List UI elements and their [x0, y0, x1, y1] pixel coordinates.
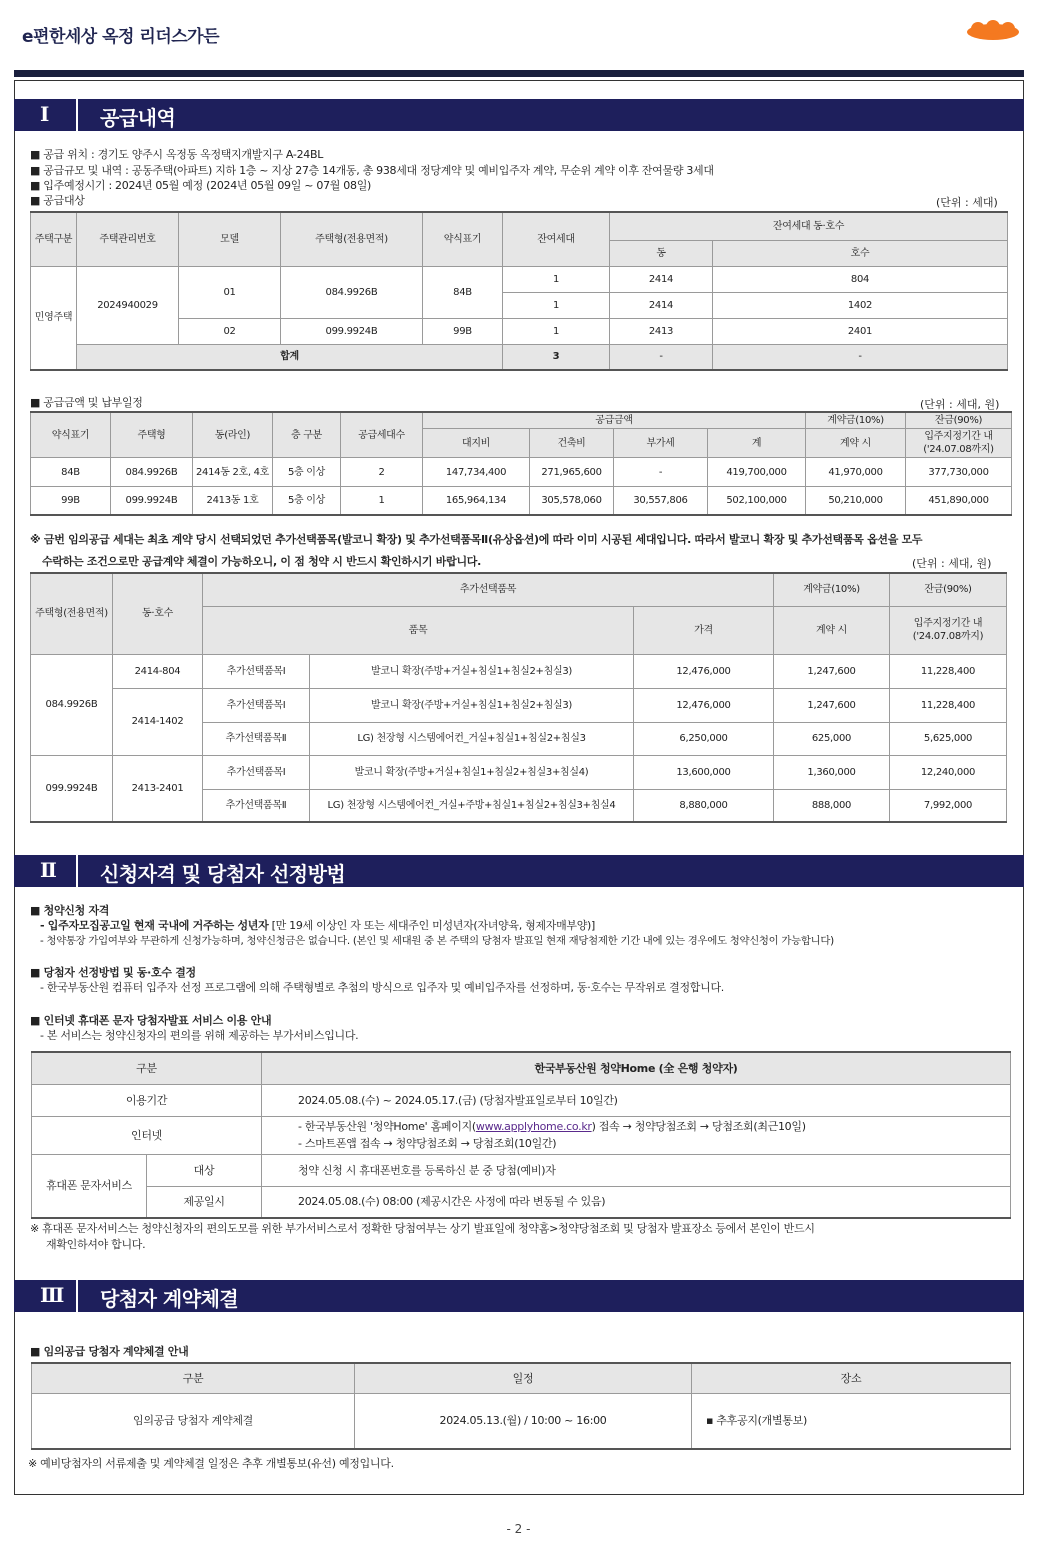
section-2-title: 신청자격 및 당첨자 선정방법	[100, 862, 346, 886]
table-row: 이용기간 2024.05.08.(수) ~ 2024.05.17.(금) (당첨자발표일로부터 10일간)	[32, 1084, 1011, 1116]
table-row: 84B 084.9926B 2414동 2호, 4호 5층 이상 2 147,734,400 271,965,600 - 419,700,000 41,970,000 377,730,000	[31, 458, 1012, 487]
table-row: 민영주택 2024940029 01 084.9926B 84B 1 2414 804	[31, 266, 1008, 292]
supply-target-label: ■ 공급대상	[30, 194, 85, 207]
qual-line-1: - 입주자모집공고일 현재 국내에 거주하는 성년자 [만 19세 이상인 자 또는 세대주인 미성년자(자녀양육, 형제자매부양)]	[40, 919, 596, 932]
selection-title: ■ 당첨자 선정방법 및 동·호수 결정	[30, 966, 196, 979]
service-note-1: ※ 휴대폰 문자서비스는 청약신청자의 편의도모를 위한 부가서비스로서 정확한 당첨여부는 상기 발표일에 청약홈>청약당첨조회 및 당첨자 발표장소 등에서 본인이 반드시	[30, 1222, 815, 1235]
supply-scale: ■ 공급규모 및 내역 : 공동주택(아파트) 지하 1층 ~ 지상 27층 14개동, 총 938세대 정당계약 및 예비입주자 계약, 무순위 계약 이후 잔여물량 3세대	[30, 164, 714, 177]
supply-location: ■ 공급 위치 : 경기도 양주시 옥정동 옥정택지개발지구 A-24BL	[30, 148, 324, 161]
top-divider	[14, 70, 1024, 77]
service-title: ■ 인터넷 휴대폰 문자 당첨자발표 서비스 이용 안내	[30, 1014, 272, 1027]
section-3-header	[14, 1280, 1024, 1312]
service-note-2: 재확인하셔야 합니다.	[46, 1238, 146, 1251]
table-row: 99B 099.9924B 2413동 1호 5층 이상 1 165,964,134 305,578,060 30,557,806 502,100,000 50,210,000 451,890,000	[31, 487, 1012, 515]
contract-table: 구분 일정 장소 임의공급 당첨자 계약체결 2024.05.13.(월) / 10:00 ~ 16:00 ▪ 추후공지(개별통보)	[31, 1362, 1011, 1450]
th-dong: 동	[610, 240, 713, 266]
th-house: 주택형(전용면적)	[281, 212, 423, 266]
section-3-title: 당첨자 계약체결	[100, 1287, 239, 1311]
unit-label-1: (단위 : 세대)	[936, 196, 998, 209]
table-row: 2414-1402 추가선택품목Ⅰ 발코니 확장(주방+거실+침실1+침실2+침실3) 12,476,000 1,247,600 11,228,400	[31, 688, 1007, 722]
option-note-2: 수락하는 조건으로만 공급계약 체결이 가능하오니, 이 점 청약 시 반드시 확인하시기 바랍니다.	[42, 555, 481, 568]
internet-line-2: - 스마트폰앱 접속 → 청약당첨조회 → 당첨조회(10일간)	[298, 1137, 557, 1150]
table-row: 084.9926B 2414-804 추가선택품목Ⅰ 발코니 확장(주방+거실+침실1+침실2+침실3) 12,476,000 1,247,600 11,228,400	[31, 654, 1007, 688]
table-row: 추가선택품목Ⅱ LG) 천장형 시스템에어컨_거실+침실1+침실2+침실3 6,250,000 625,000 5,625,000	[31, 722, 1007, 755]
table-row: 휴대폰 문자서비스 대상 청약 신청 시 휴대폰번호를 등록하신 분 중 당첨(예비)자	[32, 1154, 1011, 1186]
brand-logo	[964, 20, 1022, 44]
contract-title: ■ 임의공급 당첨자 계약체결 안내	[30, 1345, 189, 1358]
unit-label-3: (단위 : 세대, 원)	[912, 557, 992, 570]
section-1-header	[14, 99, 1024, 131]
th-model: 모델	[179, 212, 281, 266]
section-3-number: Ⅲ	[40, 1283, 65, 1307]
th-dongho: 잔여세대 동·호수	[610, 212, 1008, 240]
qual-line-2: - 청약통장 가입여부와 무관하게 신청가능하며, 청약신청금은 없습니다. (본인 및 세대원 중 본 주택의 당첨자 발표일 현재 재당첨제한 기간 내에 있는 경우에도 청약신청이 가능합니다)	[40, 935, 834, 947]
supply-movein: ■ 입주예정시기 : 2024년 05월 예정 (2024년 05월 09일 ~ 07월 08일)	[30, 179, 372, 192]
unit-label-2: (단위 : 세대, 원)	[920, 398, 1000, 411]
selection-line-1: - 한국부동산원 컴퓨터 입주자 선정 프로그램에 의해 주택형별로 추첨의 방식으로 입주자 및 예비입주자를 선정하며, 동·호수는 무작위로 결정합니다.	[40, 981, 724, 994]
table-row: 임의공급 당첨자 계약체결 2024.05.13.(월) / 10:00 ~ 16:00 ▪ 추후공지(개별통보)	[32, 1393, 1011, 1449]
option-note-1: ※ 금번 임의공급 세대는 최초 계약 당시 선택되었던 추가선택품목(발코니 확장) 및 추가선택품목Ⅱ(유상옵션)에 따라 이미 시공된 세대입니다. 따라서 발코니 확장 및 추가선택품목 옵션을 모두	[30, 533, 923, 546]
supply-target-table	[30, 211, 1008, 371]
section-2-header	[14, 855, 1024, 887]
applyhome-link[interactable]: www.applyhome.co.kr	[475, 1120, 592, 1133]
table-row: 02 099.9924B 99B 1 2413 2401	[31, 318, 1008, 344]
section-2-number: Ⅱ	[40, 858, 57, 882]
qual-title: ■ 청약신청 자격	[30, 904, 110, 917]
table-row: 제공일시 2024.05.08.(수) 08:00 (제공시간은 사정에 따라 변동될 수 있음)	[32, 1186, 1011, 1218]
th-abbr: 약식표기	[423, 212, 503, 266]
table-row: 인터넷 - 한국부동산원 '청약Home' 홈페이지(www.applyhome.co.kr) 접속 → 청약당첨조회 → 당첨조회(최근10일) - 스마트폰앱 접속 → 청약당첨조회 → 당첨조회(10일간)	[32, 1116, 1011, 1154]
section-1-title: 공급내역	[100, 106, 176, 130]
service-line-1: - 본 서비스는 청약신청자의 편의를 위해 제공하는 부가서비스입니다.	[40, 1029, 359, 1042]
service-table: 구분 한국부동산원 청약Home (全 은행 청약자) 이용기간 2024.05.08.(수) ~ 2024.05.17.(금) (당첨자발표일로부터 10일간) 인터넷 - 한국부동산원 '청약Home' 홈페이지(www.applyhome.co.kr) 접속 → 청약당첨조회 → 당첨조회(최근10일) - 스마트폰앱 접속 → 청약당첨조회 → 당첨조회(10일간) 휴대폰 문자서비스 대상 청약 신청 시 휴대폰번호를 등록하신 분 중 당첨(예비)자 제공일시 2024.05.08.(수) 08:00 (제공시간은 사정에 따라 변동될 수 있음)	[31, 1051, 1011, 1219]
section-1-number: Ⅰ	[40, 102, 50, 126]
th-remain: 잔여세대	[503, 212, 610, 266]
table-row: 099.9924B 2413-2401 추가선택품목Ⅰ 발코니 확장(주방+거실+침실1+침실2+침실3+침실4) 13,600,000 1,360,000 12,240,000	[31, 755, 1007, 789]
th-mgmt: 주택관리번호	[77, 212, 179, 266]
page-number: - 2 -	[506, 1522, 531, 1536]
th-ho: 호수	[713, 240, 1008, 266]
th-type: 주택구분	[31, 212, 77, 266]
internet-line-1: - 한국부동산원 '청약Home' 홈페이지(www.applyhome.co.kr) 접속 → 청약당첨조회 → 당첨조회(최근10일)	[298, 1120, 806, 1133]
price-table: 약식표기 주택형 동(라인) 층 구분 공급세대수 공급금액 계약금(10%) 잔금(90%) 대지비 건축비 부가세 계 계약 시 입주지정기간 내 ('24.07.08까지) 84B 084.9926B 2414동 2호, 4호 5층 이상 2 147,734,400 271,965,600 - 419,700,000 41,970,000 377,730,000 99B 099.9924B 2413동 1호 5층 이상 1 165,964,134 305,578,060 30,557,806 502,100,000 50,210,000 451,890,000	[30, 411, 1012, 516]
contract-note: ※ 예비당첨자의 서류제출 및 계약체결 일정은 추후 개별통보(유선) 예정입니다.	[28, 1457, 394, 1470]
total-row: 합계 3 - -	[31, 344, 1008, 370]
table-row: 1 2414 1402	[31, 292, 1008, 318]
price-label: ■ 공급금액 및 납부일정	[30, 396, 143, 409]
option-table: 주택형(전용면적) 동·호수 추가선택품목 계약금(10%) 잔금(90%) 품목 가격 계약 시 입주지정기간 내 ('24.07.08까지) 084.9926B 2414-804 추가선택품목Ⅰ 발코니 확장(주방+거실+침실1+침실2+침실3) 12,476,000 1,247,600 11,228,400 2414-1402 추가선택품목Ⅰ 발코니 확장(주방+거실+침실1+침실2+침실3) 12,476,000 1,247,600 11,228,400 추가선택품목Ⅱ LG) 천장형 시스템에어컨_거실+침실1+침실2+침실3 6,250,000 625,000 5,625,000 099.9924B 2413-2401 추가선택품목Ⅰ 발코니 확장(주방+거실+침실1+침실2+침실3+침실4) 13,600,000 1,360,000 12,240,000 추가선택품목Ⅱ LG) 천장형 시스템에어컨_거실+주방+침실1+침실2+침실3+침실4 8,880,000 888,000 7,992,000	[30, 572, 1007, 823]
table-row: 추가선택품목Ⅱ LG) 천장형 시스템에어컨_거실+주방+침실1+침실2+침실3+침실4 8,880,000 888,000 7,992,000	[31, 789, 1007, 822]
brand-title: e편한세상 옥정 리더스가든	[22, 27, 220, 47]
